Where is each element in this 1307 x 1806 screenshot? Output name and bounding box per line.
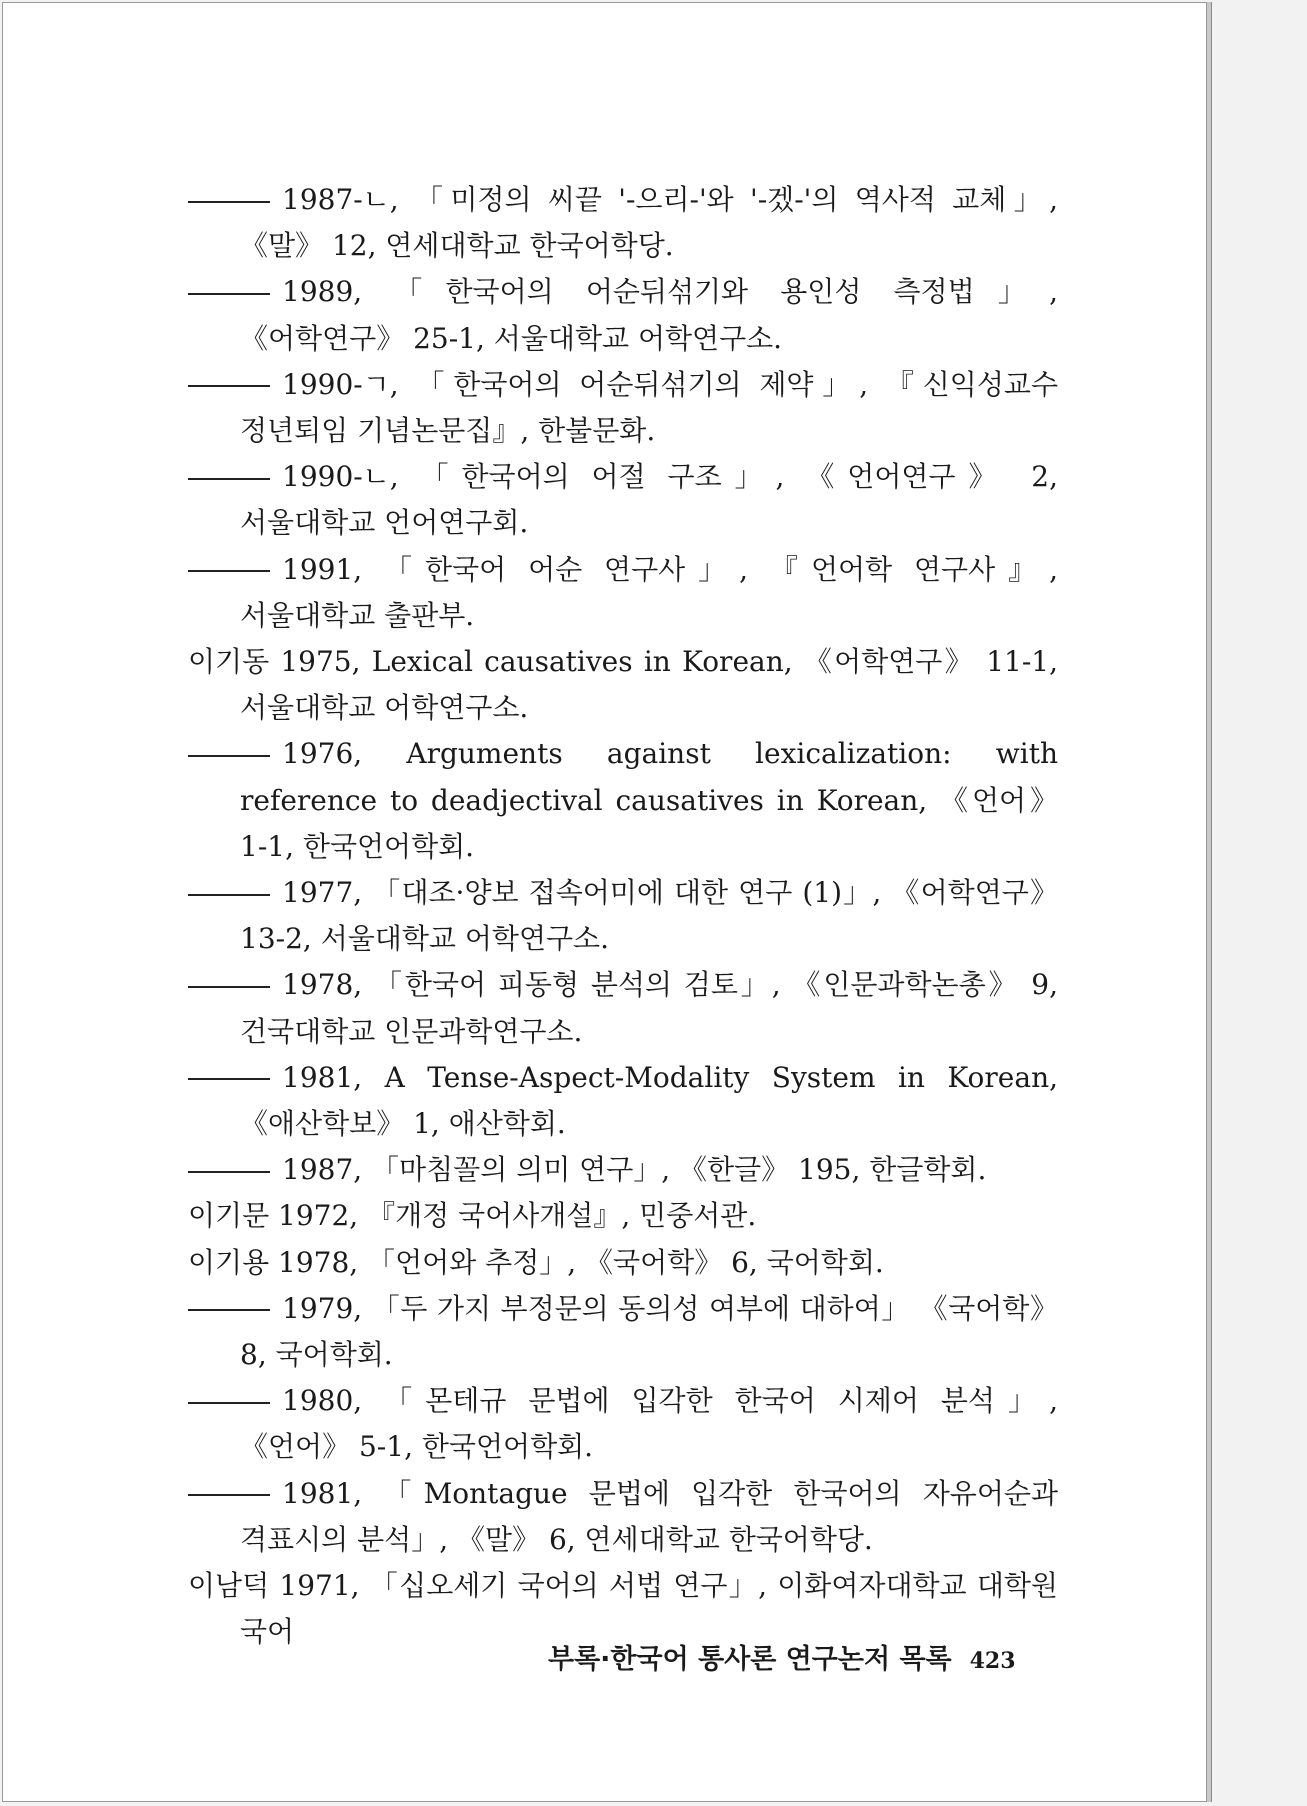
bibliography-entry xyxy=(188,639,1058,731)
bibliography-entry xyxy=(188,454,1058,546)
book-page xyxy=(2,2,1207,1802)
bibliography-entry xyxy=(188,962,1058,1054)
bibliography-entry xyxy=(188,1471,1058,1563)
ditto-dash xyxy=(188,293,270,295)
entry-text: 1990-ㄱ, 「한국어의 어순뒤섞기의 제약」, 『신익성교수 정년퇴임 기념논문집』, 한불문화. xyxy=(240,367,1058,448)
ditto-dash xyxy=(188,1078,270,1080)
ditto-dash xyxy=(188,570,270,572)
ditto-dash xyxy=(188,201,270,203)
bibliography-entry xyxy=(188,731,1058,870)
bibliography-list xyxy=(188,177,1058,1656)
bibliography-entry xyxy=(188,1378,1058,1470)
bibliography-entry xyxy=(188,362,1058,454)
running-title: 부록·한국어 통사론 연구논저 목록 xyxy=(548,1644,952,1675)
entry-text: 1981, 「Montague 문법에 입각한 한국어의 자유어순과 격표시의 분석」, 《말》 6, 연세대학교 한국어학당. xyxy=(240,1476,1058,1556)
ditto-dash xyxy=(188,385,270,387)
ditto-dash xyxy=(188,478,270,480)
entry-text: 1991, 「한국어 어순 연구사」, 『언어학 연구사』, 서울대학교 출판부. xyxy=(240,552,1058,632)
bibliography-entry xyxy=(188,177,1058,269)
page-footer xyxy=(548,1637,1048,1676)
entry-text: 1990-ㄴ, 「한국어의 어절 구조」, 《언어연구》 2, 서울대학교 언어연구회. xyxy=(240,460,1058,540)
entry-text: 1976, Arguments against lexicalization: with reference to deadjectival causatives in Korean, 《언어》 1-1, 한국언어학회. xyxy=(240,737,1058,863)
bibliography-entry xyxy=(188,1193,1058,1239)
page-edge xyxy=(1207,2,1212,1802)
entry-text: 1979, 「두 가지 부정문의 동의성 여부에 대하여」 《국어학》 8, 국어학회. xyxy=(240,1291,1058,1372)
page-number: 423 xyxy=(969,1648,1016,1674)
entry-text: 1980, 「몬테규 문법에 입각한 한국어 시제어 분석」, 《언어》 5-1, 한국언어학회. xyxy=(240,1384,1058,1464)
bibliography-entry xyxy=(188,547,1058,639)
entry-text: 이기동 1975, Lexical causatives in Korean, 《어학연구》 11-1, 서울대학교 어학연구소. xyxy=(188,645,1058,725)
bibliography-entry xyxy=(188,1286,1058,1378)
entry-text: 이남덕 1971, 「십오세기 국어의 서법 연구」, 이화여자대학교 대학원 국어 xyxy=(188,1569,1058,1649)
ditto-dash xyxy=(188,986,270,988)
entry-text: 1981, A Tense-Aspect-Modality System in Korean, 《애산학보》 1, 애산학회. xyxy=(240,1060,1058,1141)
entry-text: 1978, 「한국어 피동형 분석의 검토」, 《인문과학논총》 9, 건국대학교 인문과학연구소. xyxy=(240,968,1058,1048)
bibliography-entry xyxy=(188,1055,1058,1147)
entry-text: 1987, 「마침꼴의 의미 연구」, 《한글》 195, 한글학회. xyxy=(282,1153,987,1187)
entry-text: 이기용 1978, 「언어와 추정」, 《국어학》 6, 국어학회. xyxy=(188,1245,884,1279)
bibliography-entry xyxy=(188,1147,1058,1193)
ditto-dash xyxy=(188,1309,270,1311)
bibliography-entry xyxy=(188,269,1058,361)
ditto-dash xyxy=(188,1171,270,1173)
ditto-dash xyxy=(188,894,270,896)
ditto-dash xyxy=(188,1402,270,1404)
ditto-dash xyxy=(188,755,270,757)
ditto-dash xyxy=(188,1494,270,1496)
bibliography-entry xyxy=(188,870,1058,962)
entry-text: 1989, 「한국어의 어순뒤섞기와 용인성 측정법」, 《어학연구》 25-1, 서울대학교 어학연구소. xyxy=(240,275,1058,355)
entry-text: 1987-ㄴ, 「미정의 씨끝 '-으리-'와 '-겠-'의 역사적 교체」, 《말》 12, 연세대학교 한국어학당. xyxy=(240,183,1058,263)
bibliography-entry xyxy=(188,1240,1058,1286)
entry-text: 이기문 1972, 『개정 국어사개설』, 민중서관. xyxy=(188,1199,757,1233)
entry-text: 1977, 「대조·양보 접속어미에 대한 연구 (1)」, 《어학연구》 13-2, 서울대학교 어학연구소. xyxy=(240,876,1058,956)
